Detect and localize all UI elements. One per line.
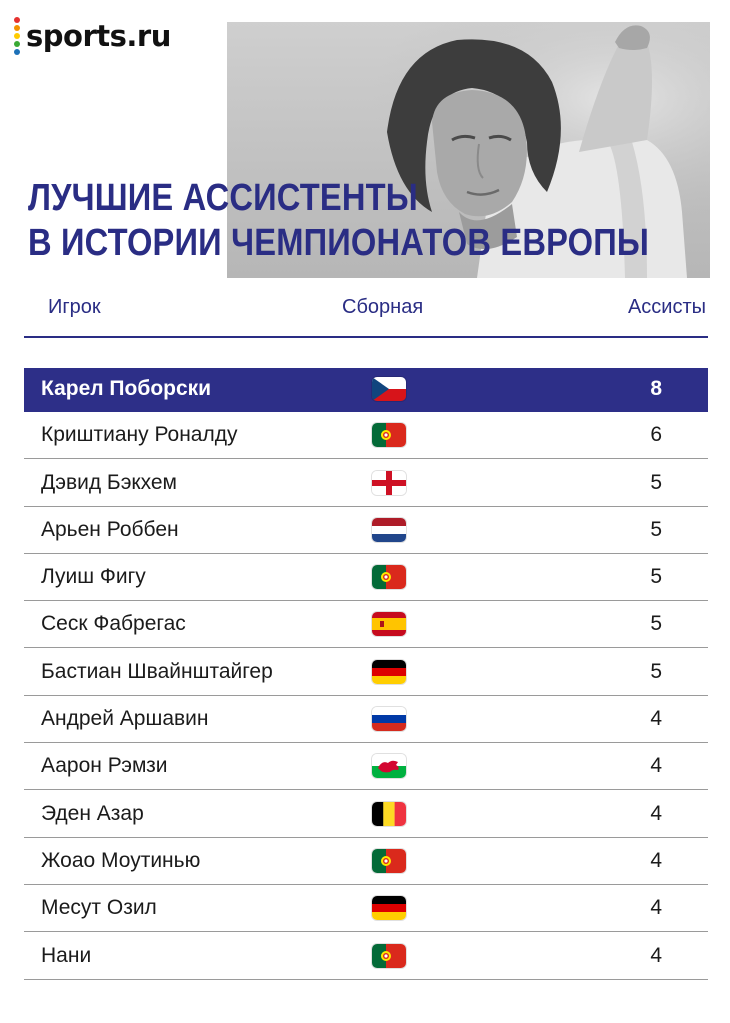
- header-divider: [24, 336, 708, 338]
- logo-dot: [14, 49, 20, 55]
- assists-count: 4: [650, 943, 662, 967]
- logo-dot: [14, 25, 20, 31]
- table-row: [24, 887, 708, 932]
- assists-table: [24, 368, 708, 982]
- spain-flag-icon: [372, 612, 406, 636]
- table-row: [24, 462, 708, 507]
- table-row: [24, 840, 708, 885]
- player-name: Дэвид Бэкхем: [41, 470, 177, 494]
- assists-count: 4: [650, 848, 662, 872]
- table-row: [24, 698, 708, 743]
- logo-dots-icon: [14, 17, 20, 55]
- player-name: Луиш Фигу: [41, 565, 146, 589]
- portugal-flag-icon: [372, 565, 406, 589]
- logo-text: sports.ru: [26, 19, 171, 53]
- player-name: Карел Поборски: [41, 377, 212, 400]
- column-header-player: Игрок: [48, 296, 101, 318]
- czech-flag-icon: [372, 377, 406, 401]
- table-row: [24, 556, 708, 601]
- logo-dot: [14, 41, 20, 47]
- assists-count: 4: [650, 896, 662, 920]
- column-header-assists: Ассисты: [627, 296, 706, 318]
- netherlands-flag-icon: [372, 518, 406, 542]
- assists-count: 4: [650, 801, 662, 825]
- page-title: [28, 176, 649, 266]
- portugal-flag-icon: [372, 849, 406, 873]
- assists-count: 4: [650, 707, 662, 731]
- assists-count: 5: [650, 659, 662, 683]
- table-row: [24, 935, 708, 980]
- england-flag-icon: [372, 471, 406, 495]
- player-name: Нани: [41, 943, 92, 967]
- column-header-team: Сборная: [342, 296, 424, 318]
- wales-flag-icon: [372, 754, 406, 778]
- table-row: [24, 793, 708, 838]
- title-line-1: ЛУЧШИЕ АССИСТЕНТЫ: [28, 177, 418, 219]
- table-row: [24, 368, 708, 412]
- sports-ru-logo[interactable]: [14, 14, 171, 58]
- assists-count: 5: [650, 612, 662, 636]
- player-name: Бастиан Швайнштайгер: [41, 659, 273, 683]
- title-line-2: В ИСТОРИИ ЧЕМПИОНАТОВ ЕВРОПЫ: [28, 222, 650, 264]
- table-row: [24, 414, 708, 459]
- player-name: Сеск Фабрегас: [41, 612, 186, 636]
- player-name: Эден Азар: [41, 801, 144, 825]
- table-row: [24, 745, 708, 790]
- portugal-flag-icon: [372, 423, 406, 447]
- germany-flag-icon: [372, 660, 406, 684]
- belgium-flag-icon: [372, 802, 406, 826]
- assists-count: 4: [650, 754, 662, 778]
- assists-count: 5: [650, 565, 662, 589]
- assists-count: 5: [650, 470, 662, 494]
- logo-dot: [14, 17, 20, 23]
- assists-count: 6: [650, 423, 662, 447]
- russia-flag-icon: [372, 707, 406, 731]
- player-name: Криштиану Роналду: [41, 423, 238, 447]
- player-name: Аарон Рэмзи: [41, 754, 168, 778]
- table-row: [24, 509, 708, 554]
- table-row: [24, 651, 708, 696]
- assists-count: 8: [650, 377, 662, 400]
- player-name: Арьен Роббен: [41, 517, 179, 541]
- player-name: Жоао Моутинью: [41, 848, 201, 872]
- player-name: Месут Озил: [41, 896, 157, 920]
- table-row: [24, 603, 708, 648]
- portugal-flag-icon: [372, 944, 406, 968]
- player-name: Андрей Аршавин: [41, 707, 209, 731]
- germany-flag-icon: [372, 896, 406, 920]
- logo-dot: [14, 33, 20, 39]
- assists-count: 5: [650, 517, 662, 541]
